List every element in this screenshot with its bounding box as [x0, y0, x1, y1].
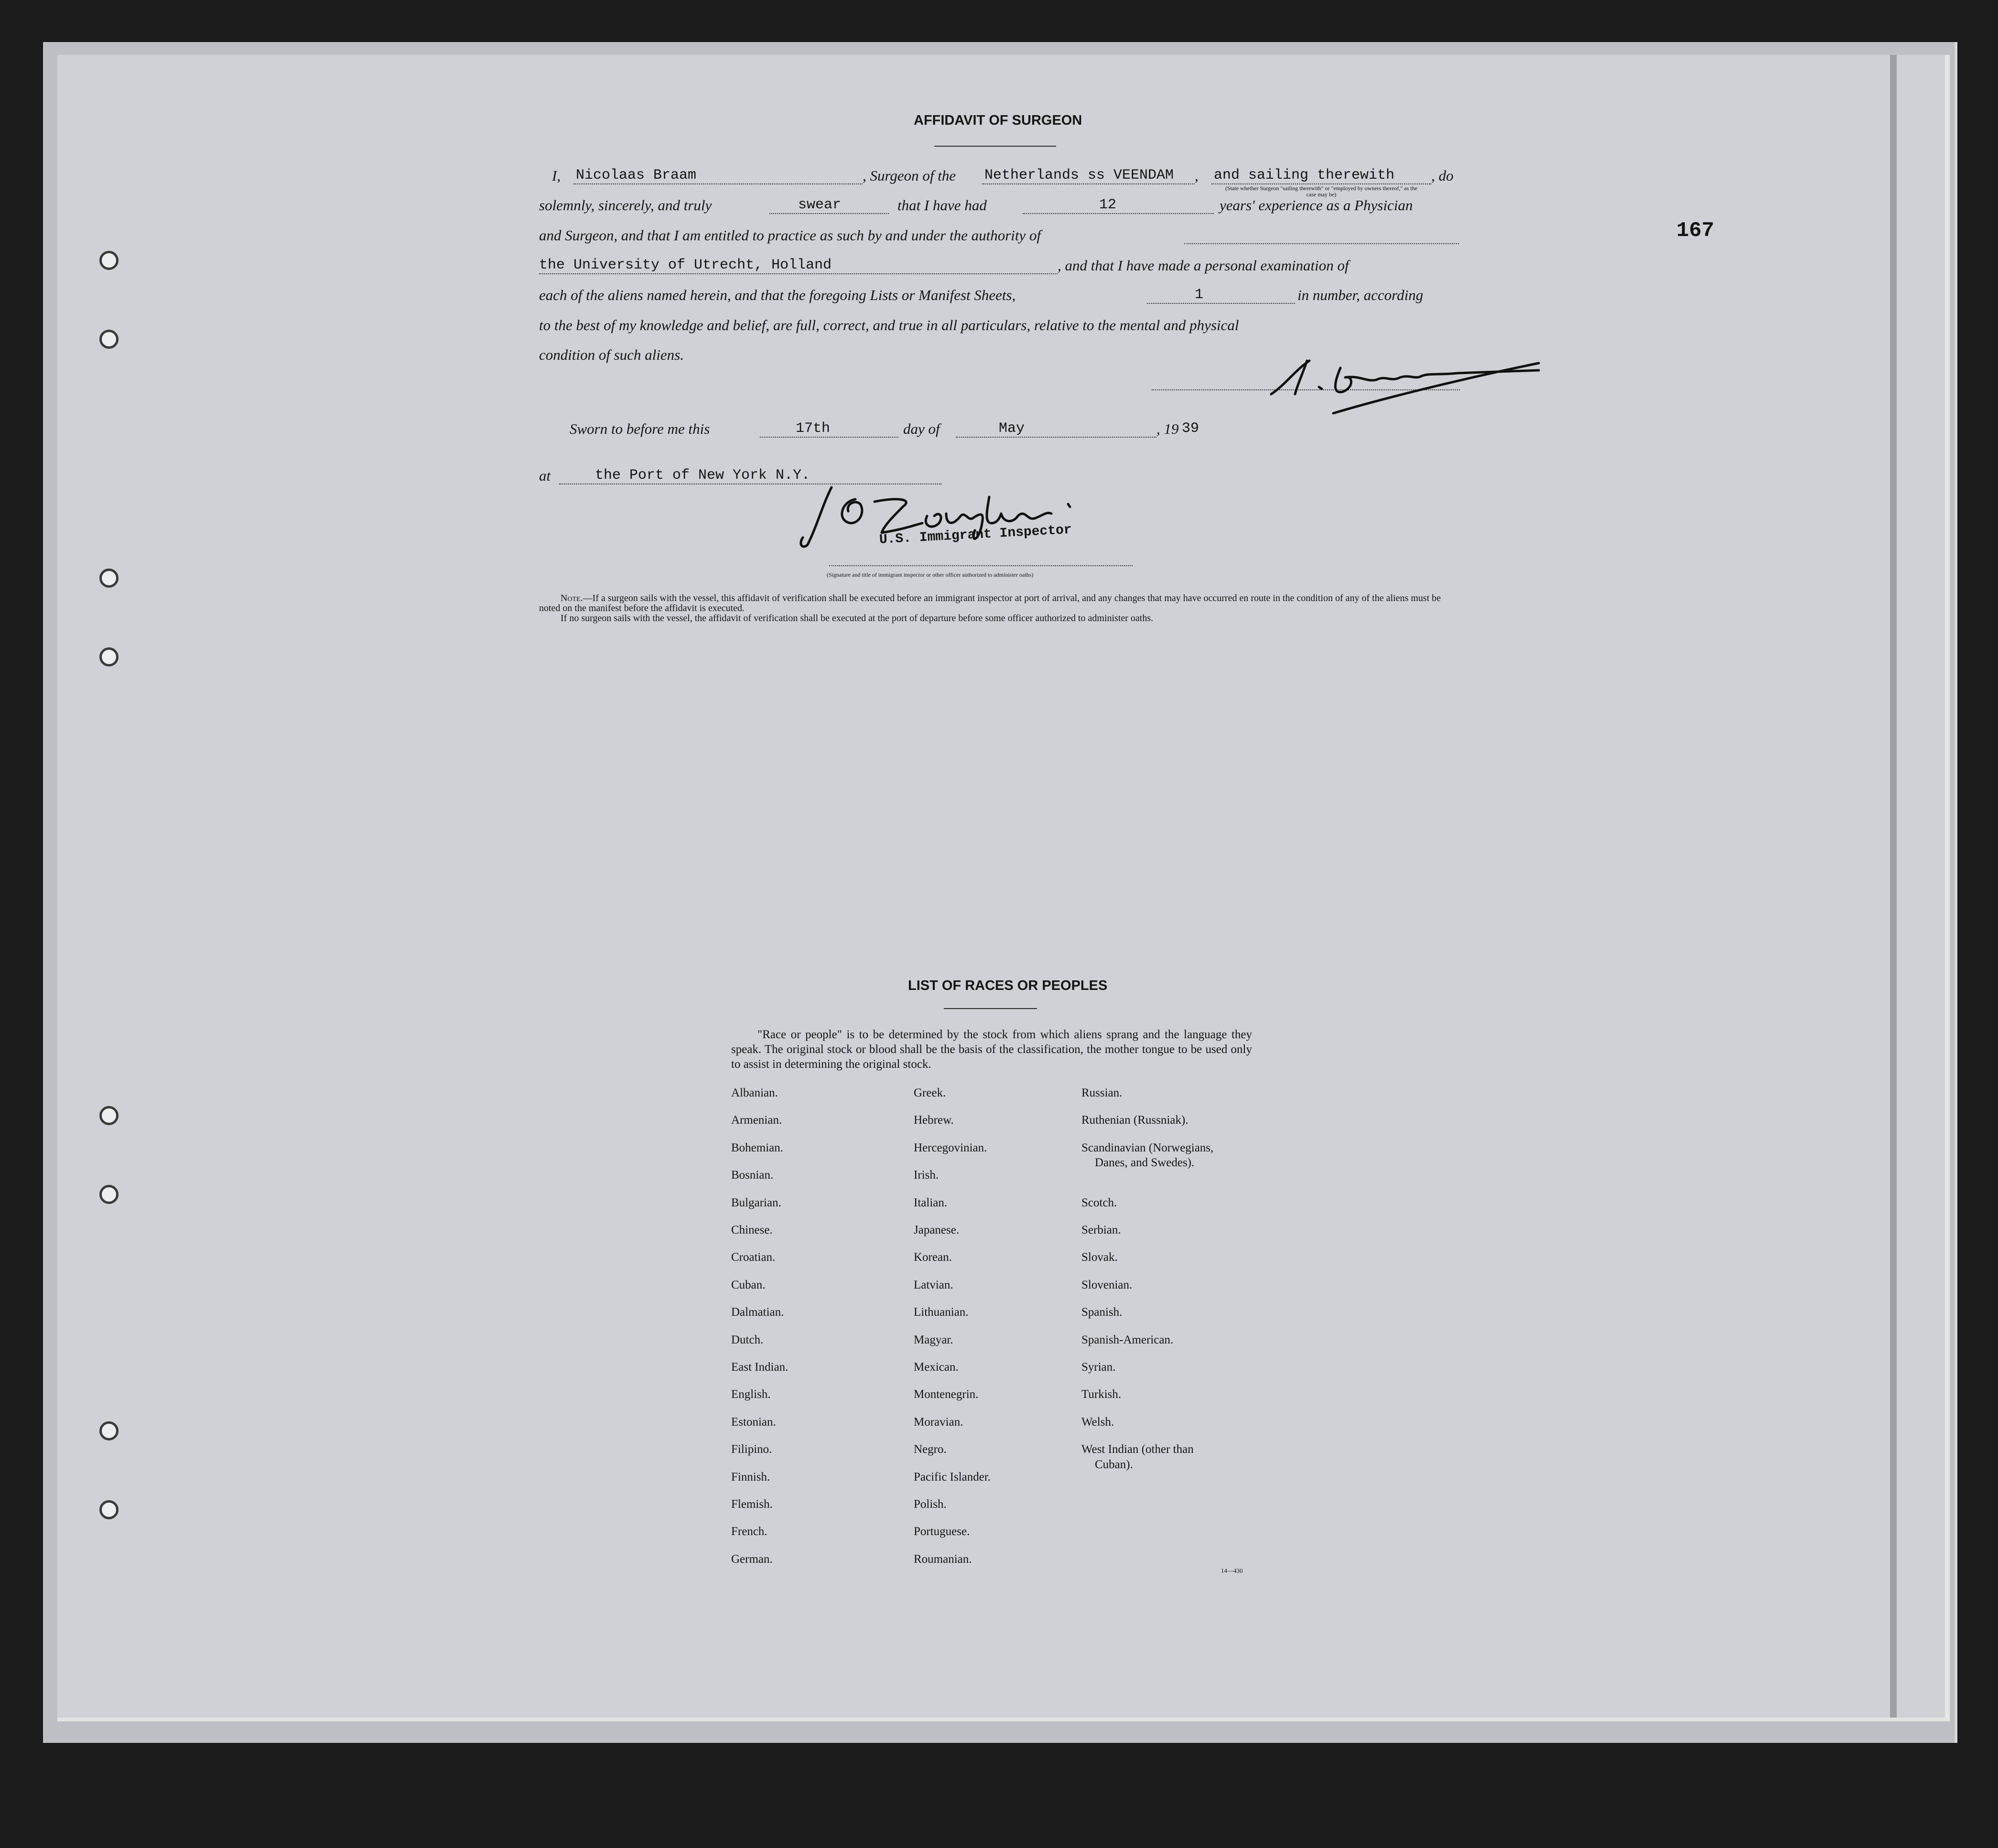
years-line [1023, 213, 1214, 214]
authority-line [1184, 243, 1459, 244]
authority-name-line [539, 273, 1058, 274]
races-title: LIST OF RACES OR PEOPLES [908, 978, 1108, 993]
race-item: Pacific Islander. [914, 1470, 991, 1483]
sworn-year-prefix: , 19 [1156, 420, 1179, 437]
document-page [57, 55, 1950, 1721]
binder-hole [99, 251, 119, 270]
race-item: Turkish. [1081, 1388, 1122, 1401]
race-item: Roumanian. [914, 1552, 972, 1566]
races-intro: "Race or people" is to be determined by the stock from which aliens sprang and the language they speak. The original stock or blood shall be the basis of the classification, the mother tongue to be used only to assist in determining the original stock. [731, 1028, 1252, 1071]
inspector-signature-line [829, 565, 1133, 566]
sworn-month-line [956, 437, 1156, 438]
line5-end: in number, according [1297, 287, 1424, 303]
race-item: Portuguese. [914, 1525, 970, 1538]
race-item: Spanish-American. [1081, 1333, 1174, 1346]
race-item: East Indian. [731, 1361, 788, 1374]
port-place: the Port of New York N.Y. [595, 467, 810, 483]
page-right-edge [1890, 55, 1897, 1718]
at-prefix: at [539, 467, 551, 484]
line1-comma: , [1195, 167, 1199, 184]
oath-line [769, 213, 889, 214]
line3: and Surgeon, and that I am entitled to practice as such by and under the authority of [539, 227, 1041, 244]
line2-mid: that I have had [897, 197, 987, 214]
line4-end: , and that I have made a personal examination of [1058, 257, 1349, 274]
race-item: Lithuanian. [914, 1306, 969, 1319]
sworn-year: 39 [1182, 420, 1199, 437]
race-item: English. [731, 1388, 771, 1401]
line5-prefix: each of the aliens named herein, and that the foregoing Lists or Manifest Sheets, [539, 287, 1016, 303]
binder-hole [99, 1421, 119, 1440]
sworn-month: May [999, 420, 1025, 437]
binder-hole [99, 647, 119, 666]
race-item: Japanese. [914, 1224, 960, 1236]
race-item: Filipino. [731, 1443, 772, 1456]
race-item: Irish. [914, 1169, 939, 1182]
race-item: Slovak. [1081, 1251, 1118, 1264]
race-item: French. [731, 1525, 767, 1538]
binder-hole [99, 330, 119, 349]
years-experience: 12 [1099, 197, 1117, 213]
oath-word: swear [798, 197, 842, 213]
affidavit-title: AFFIDAVIT OF SURGEON [914, 113, 1082, 128]
ship-name: Netherlands ss VEENDAM [984, 167, 1174, 183]
race-item: Scandinavian (Norwegians, [1081, 1141, 1214, 1154]
inspector-signature-caption: (Signature and title of immigrant inspector or other officer authorized to administer oaths) [827, 571, 1034, 578]
race-item: Serbian. [1081, 1224, 1121, 1236]
surgeon-signature [1257, 342, 1544, 418]
race-item: Spanish. [1081, 1306, 1123, 1319]
race-item: Croatian. [731, 1251, 776, 1264]
line1-prefix: I, [552, 167, 561, 184]
sworn-prefix: Sworn to before me this [570, 420, 710, 437]
race-item: Hercegovinian. [914, 1141, 987, 1154]
binder-hole [99, 1106, 119, 1125]
surgeon-name-line [573, 183, 863, 184]
binder-hole [99, 569, 119, 588]
races-title-underline [944, 1008, 1037, 1009]
note-paragraph-1: —If a surgeon sails with the vessel, this affidavit of verification shall be executed before an immigrant inspector at port of arrival, and any changes that may have occurred en route in the condition of any of the aliens must be noted on the manifest before the affidavit is executed. [539, 593, 1441, 613]
sailing-status: and sailing therewith [1214, 167, 1395, 183]
race-item: Cuban). [1095, 1458, 1133, 1471]
race-item: Negro. [914, 1443, 947, 1456]
race-item: Dalmatian. [731, 1306, 784, 1319]
race-item: Armenian. [731, 1114, 782, 1127]
race-item: Syrian. [1081, 1361, 1116, 1374]
authority-name: the University of Utrecht, Holland [539, 257, 832, 273]
race-item: Italian. [914, 1196, 948, 1209]
race-item: Bosnian. [731, 1169, 774, 1182]
race-item: Estonian. [731, 1415, 776, 1429]
race-item: West Indian (other than [1081, 1443, 1194, 1456]
sheets-line [1147, 303, 1295, 304]
form-number: 14—430 [1221, 1567, 1243, 1574]
line2-prefix: solemnly, sincerely, and truly [539, 197, 712, 214]
race-item: Danes, and Swedes). [1095, 1156, 1195, 1170]
binder-hole [99, 1185, 119, 1204]
race-item: Finnish. [731, 1470, 770, 1483]
line2-end: years' experience as a Physician [1220, 197, 1413, 214]
affidavit-note [539, 593, 1459, 623]
race-item: Latvian. [914, 1278, 953, 1291]
note-label: Note. [561, 593, 583, 603]
race-item: Ruthenian (Russniak). [1081, 1114, 1188, 1127]
race-item: Polish. [914, 1498, 947, 1511]
race-item: Bulgarian. [731, 1196, 781, 1209]
title-underline [934, 146, 1056, 147]
race-item: Scotch. [1081, 1196, 1117, 1209]
note-paragraph-2: If no surgeon sails with the vessel, the affidavit of verification shall be executed at the port of departure before some officer authorized to administer oaths. [561, 613, 1154, 623]
inspector-title: U.S. Immigrant Inspector [879, 522, 1072, 548]
race-item: Montenegrin. [914, 1388, 979, 1401]
race-item: Greek. [914, 1086, 946, 1099]
manifest-sheet-count: 1 [1195, 287, 1204, 303]
race-item: Albanian. [731, 1086, 778, 1099]
sailing-note: (State whether Surgeon "sailing therewith" or "employed by owners thereof," as the case may be) [1225, 185, 1417, 198]
race-item: Bohemian. [731, 1141, 784, 1154]
race-item: Korean. [914, 1251, 952, 1264]
race-item: Cuban. [731, 1278, 766, 1291]
ship-name-line [982, 183, 1195, 184]
race-item: Magyar. [914, 1333, 953, 1346]
race-item: Dutch. [731, 1333, 764, 1346]
line7: condition of such aliens. [539, 346, 684, 363]
race-item: Welsh. [1081, 1415, 1114, 1429]
race-item: German. [731, 1552, 773, 1566]
race-item: Moravian. [914, 1415, 963, 1429]
binder-hole [99, 1500, 119, 1519]
surgeon-name: Nicolaas Braam [576, 167, 697, 183]
race-item: Russian. [1081, 1086, 1123, 1099]
line1-mid: , Surgeon of the [863, 167, 956, 184]
race-item: Chinese. [731, 1224, 773, 1236]
sworn-mid: day of [903, 420, 940, 437]
sailing-status-line [1211, 183, 1431, 184]
line1-end: , do [1431, 167, 1454, 184]
line6: to the best of my knowledge and belief, are full, correct, and true in all particulars, relative to the mental and physical [539, 317, 1239, 333]
race-item: Hebrew. [914, 1114, 954, 1127]
sworn-day: 17th [796, 420, 831, 437]
race-item: Slovenian. [1081, 1278, 1133, 1291]
page-number-stamp: 167 [1676, 219, 1715, 243]
sworn-day-line [760, 437, 898, 438]
race-item: Mexican. [914, 1361, 959, 1374]
race-item: Flemish. [731, 1498, 773, 1511]
